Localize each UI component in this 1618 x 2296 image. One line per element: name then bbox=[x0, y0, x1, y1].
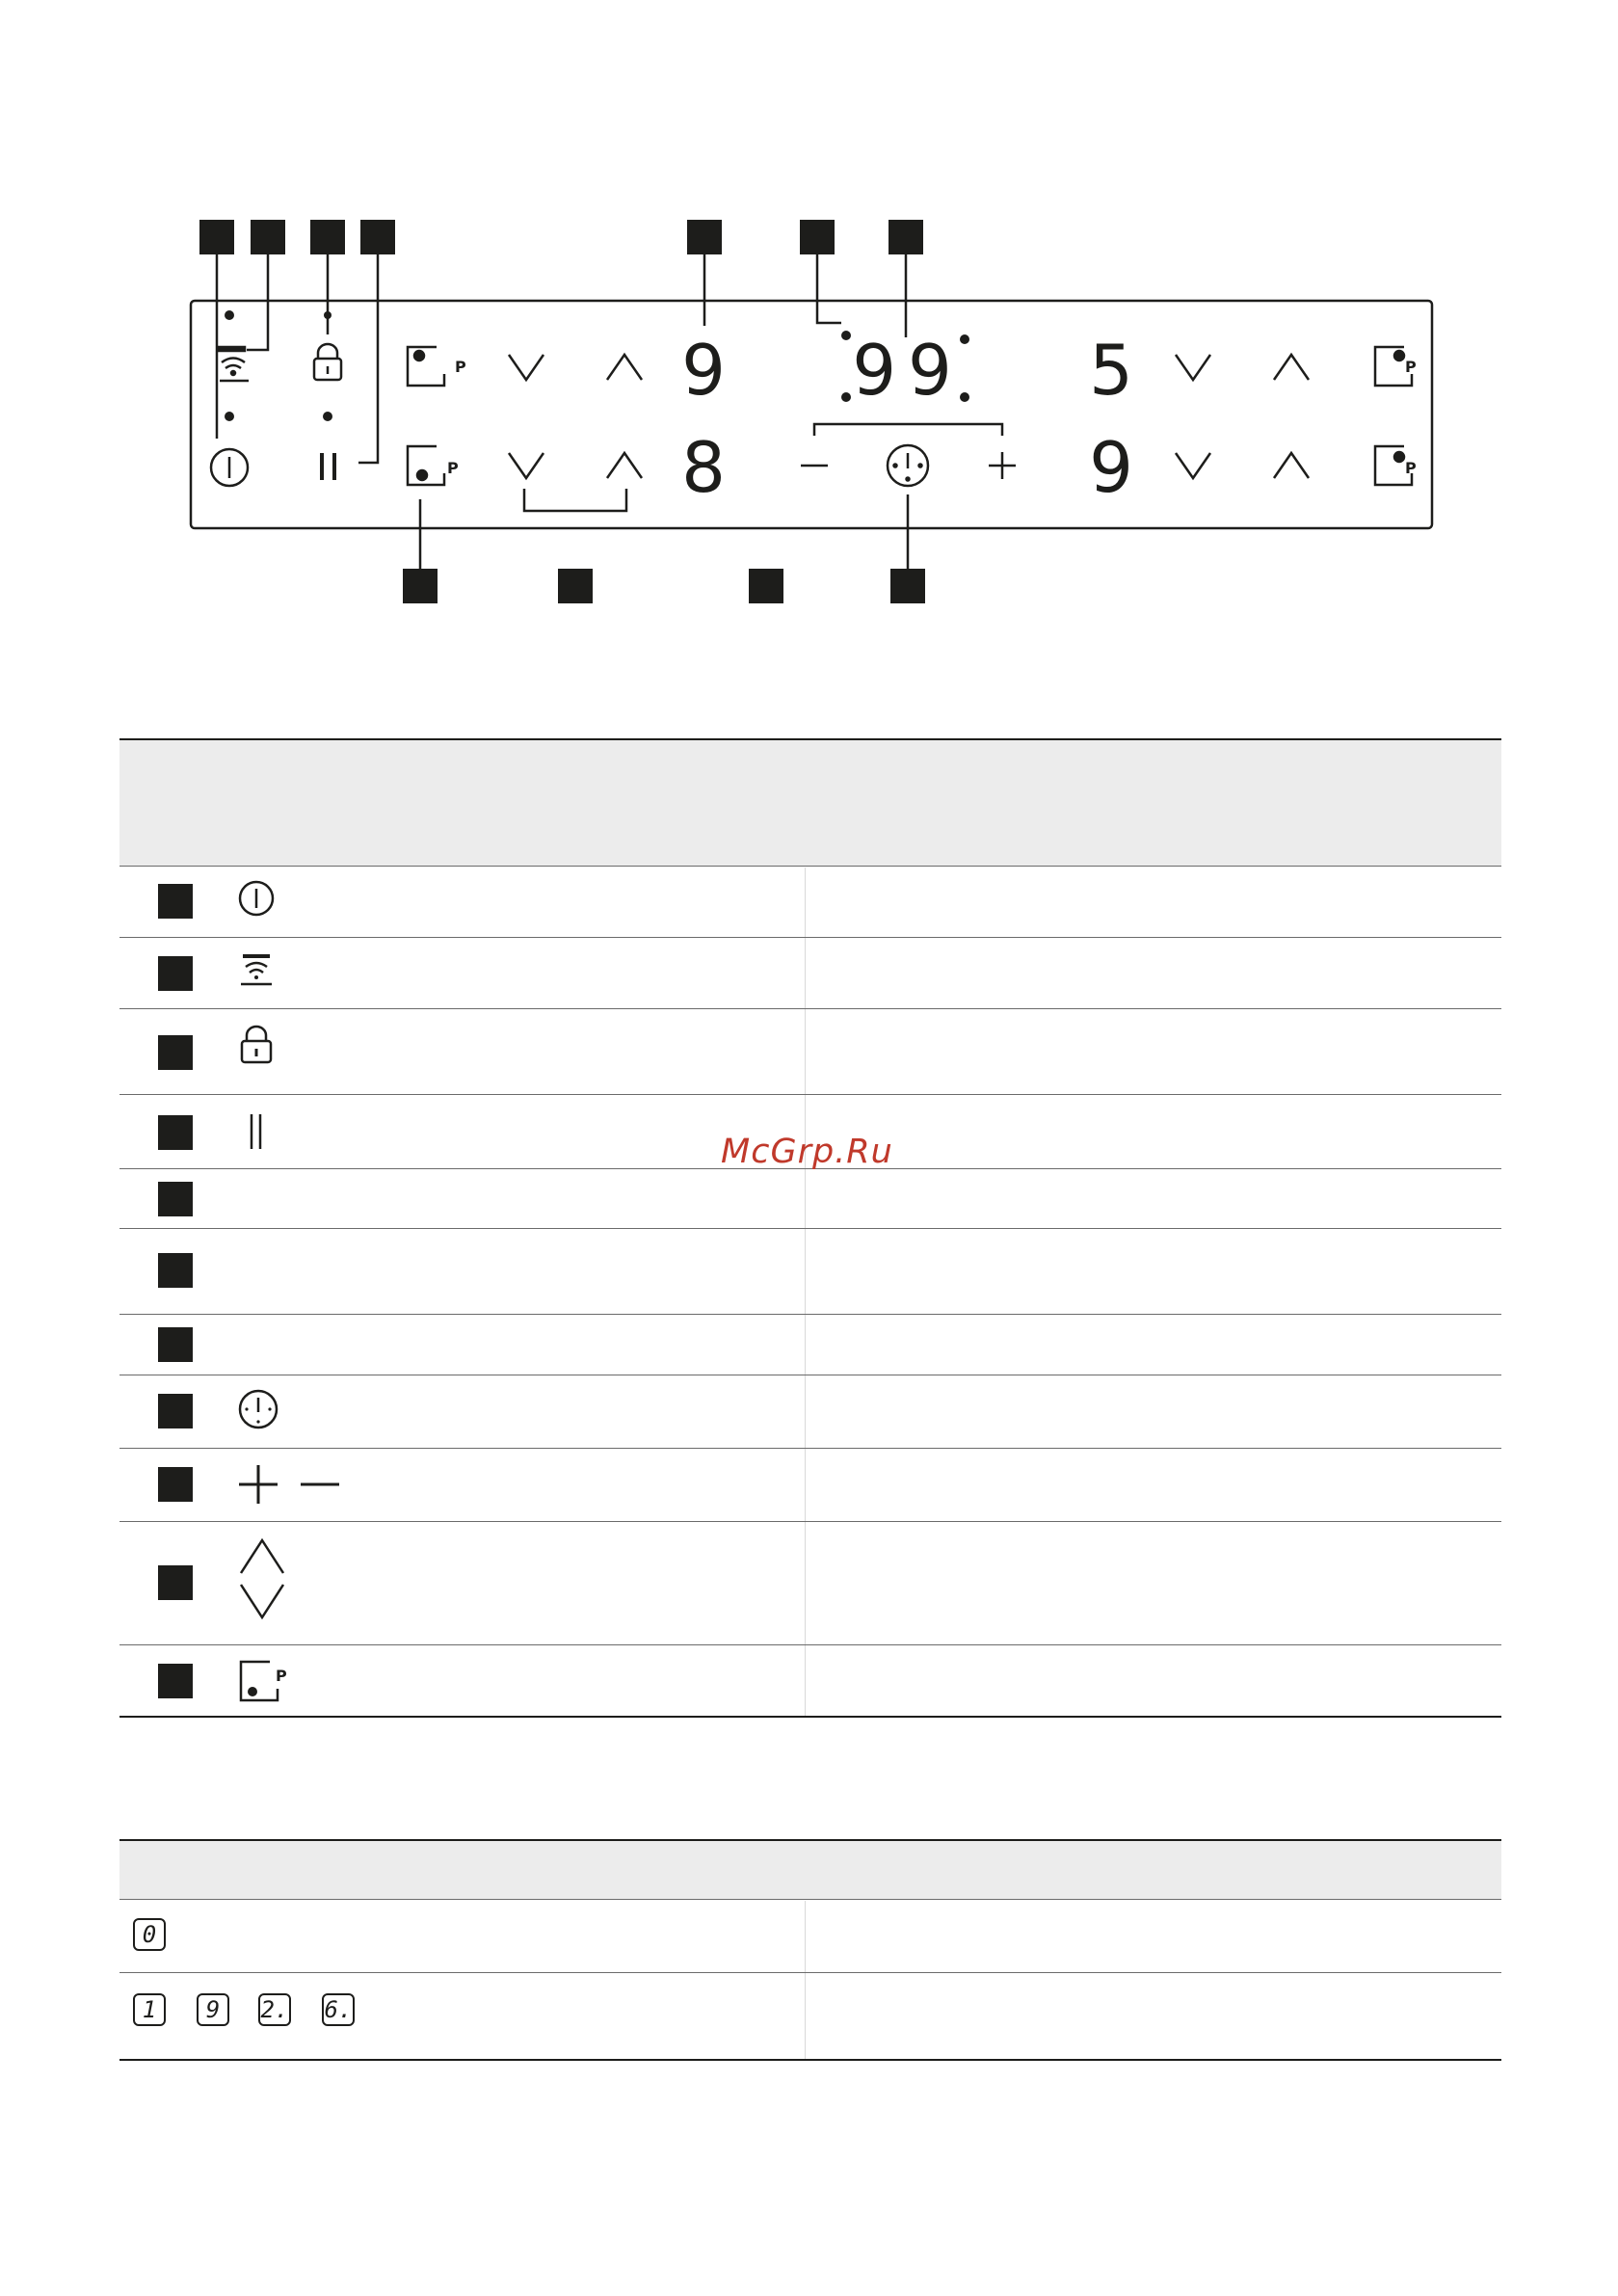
row-marker bbox=[158, 1253, 193, 1288]
up-down-arrows-icon bbox=[237, 1535, 291, 1623]
row-marker bbox=[158, 956, 193, 991]
power-icon[interactable] bbox=[211, 449, 248, 486]
callout-marker bbox=[889, 220, 923, 254]
hood-link-icon[interactable] bbox=[218, 347, 249, 381]
down-arrow-icon[interactable] bbox=[509, 355, 544, 380]
down-arrow-icon[interactable] bbox=[509, 453, 544, 478]
row-marker bbox=[158, 1394, 193, 1428]
callout-markers-bottom bbox=[403, 569, 925, 603]
control-panel-diagram bbox=[0, 0, 1618, 675]
boost-label: P bbox=[1405, 358, 1417, 376]
up-arrow-icon[interactable] bbox=[1274, 453, 1309, 478]
row-marker bbox=[158, 1467, 193, 1502]
callout-marker bbox=[800, 220, 835, 254]
pause-icon[interactable] bbox=[322, 453, 334, 480]
callout-markers-top bbox=[199, 220, 923, 254]
plus-minus-icon bbox=[237, 1463, 343, 1506]
row-marker bbox=[158, 1182, 193, 1216]
callout-marker bbox=[251, 220, 285, 254]
display-code: 6. bbox=[322, 1993, 355, 2026]
up-arrow-icon[interactable] bbox=[607, 453, 642, 478]
row-marker bbox=[158, 1115, 193, 1150]
power-boost-icon bbox=[237, 1658, 295, 1704]
pause-icon bbox=[237, 1110, 276, 1153]
down-arrow-icon[interactable] bbox=[1176, 453, 1210, 478]
display-code: 2. bbox=[258, 1993, 291, 2026]
row-marker bbox=[158, 884, 193, 919]
callout-marker bbox=[360, 220, 395, 254]
callout-marker bbox=[199, 220, 234, 254]
display-right-top: 5 bbox=[1089, 330, 1133, 411]
display-left-bottom: 8 bbox=[681, 427, 726, 508]
boost-label: P bbox=[455, 358, 466, 376]
svg-text:P: P bbox=[276, 1667, 287, 1685]
timer-icon bbox=[237, 1388, 279, 1430]
boost-label: P bbox=[1405, 459, 1417, 477]
power-boost-icon[interactable] bbox=[408, 446, 444, 485]
down-arrow-icon[interactable] bbox=[1176, 355, 1210, 380]
display-left-top: 9 bbox=[681, 330, 726, 411]
up-arrow-icon[interactable] bbox=[607, 355, 642, 380]
callout-marker bbox=[310, 220, 345, 254]
lock-icon bbox=[237, 1024, 276, 1066]
table2-column-divider bbox=[805, 1901, 806, 2059]
display-right-bottom: 9 bbox=[1089, 427, 1133, 508]
power-boost-icon[interactable] bbox=[408, 347, 444, 386]
display-code: 0 bbox=[133, 1918, 166, 1951]
row-marker bbox=[158, 1327, 193, 1362]
display-code: 1 bbox=[133, 1993, 166, 2026]
callout-marker bbox=[890, 569, 925, 603]
callout-marker bbox=[749, 569, 783, 603]
lock-icon[interactable] bbox=[314, 344, 341, 380]
table1-header bbox=[119, 740, 1501, 866]
timer-icon[interactable] bbox=[888, 445, 928, 486]
table1-column-divider bbox=[805, 868, 806, 1718]
callout-marker bbox=[558, 569, 593, 603]
hood-link-icon bbox=[237, 950, 276, 989]
callout-marker bbox=[403, 569, 438, 603]
plus-icon[interactable] bbox=[989, 452, 1016, 479]
row-marker bbox=[158, 1035, 193, 1070]
power-icon bbox=[237, 879, 276, 918]
row-marker bbox=[158, 1664, 193, 1698]
row-marker bbox=[158, 1565, 193, 1600]
display-timer: 99 bbox=[852, 330, 964, 411]
display-code: 9 bbox=[197, 1993, 229, 2026]
callout-marker bbox=[687, 220, 722, 254]
table2-header bbox=[119, 1841, 1501, 1899]
boost-label: P bbox=[447, 459, 459, 477]
up-arrow-icon[interactable] bbox=[1274, 355, 1309, 380]
watermark: McGrp.Ru bbox=[721, 1133, 893, 1171]
